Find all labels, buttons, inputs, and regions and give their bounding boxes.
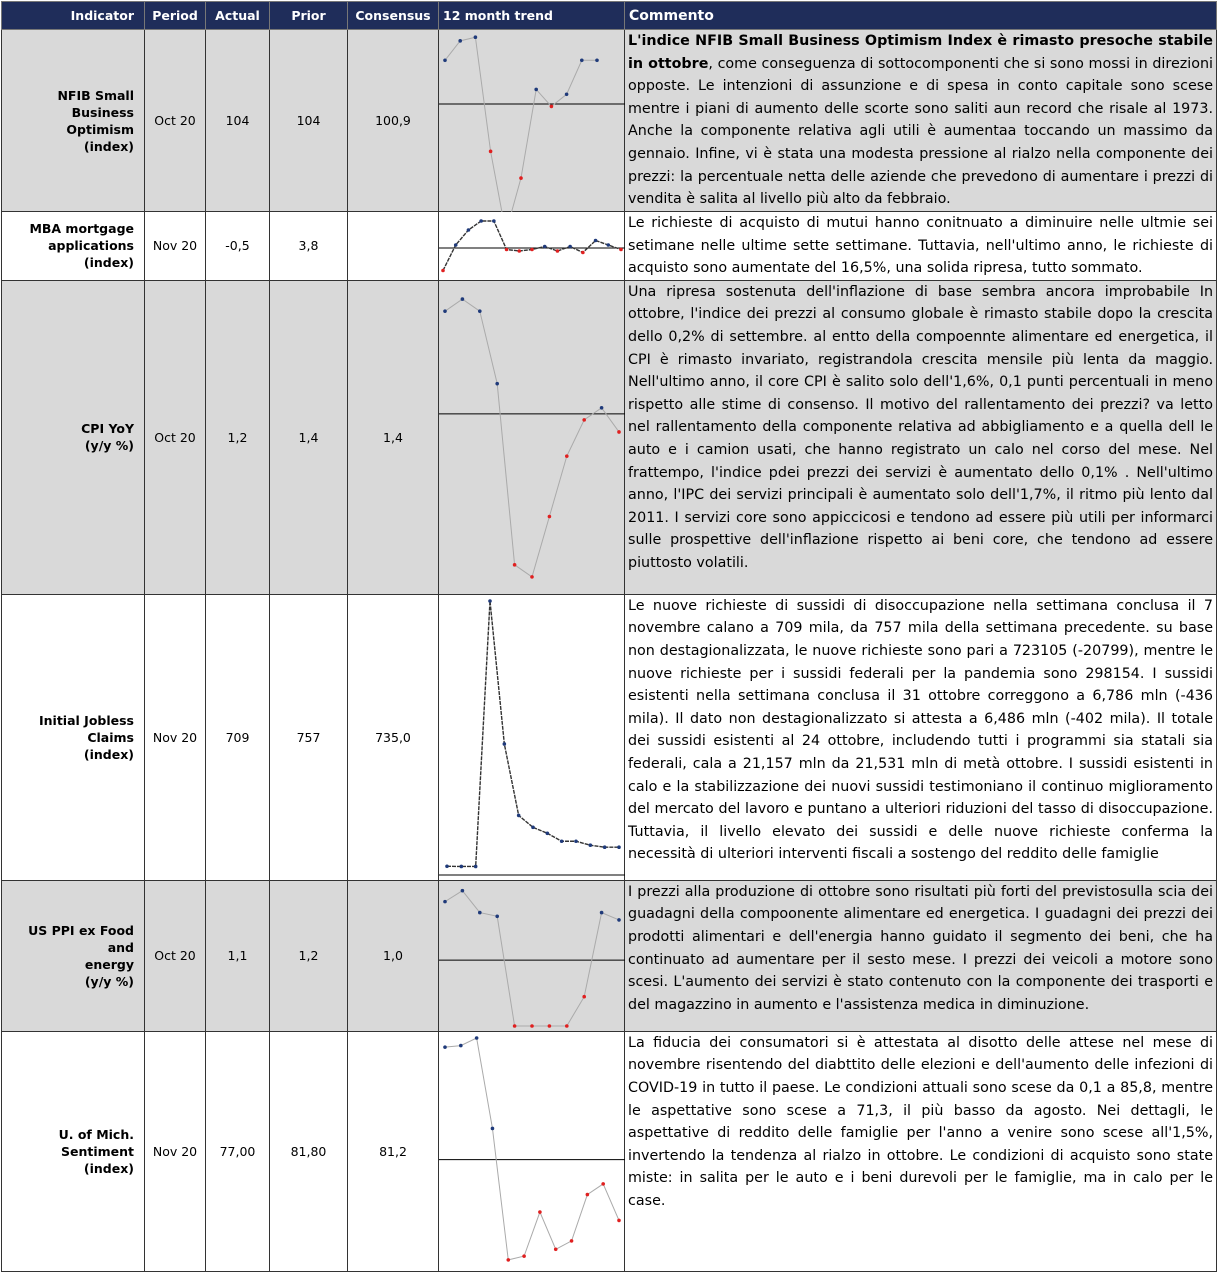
trend-point: [538, 1210, 542, 1214]
trend-point: [530, 1024, 534, 1028]
trend-point: [606, 243, 610, 247]
table-row: [2, 594, 1217, 880]
trend-point: [570, 1239, 574, 1243]
trend-point: [589, 843, 593, 847]
trend-point: [574, 839, 578, 843]
indicator-line: MBA mortgage: [29, 221, 134, 237]
trend-point: [582, 418, 586, 422]
trend-point: [543, 245, 547, 249]
trend-point: [550, 105, 554, 109]
table-row: [2, 1031, 1217, 1271]
period-cell: Oct 20: [145, 880, 206, 1031]
indicator-line: Optimism: [66, 121, 134, 137]
trend-point: [474, 864, 478, 868]
prior-cell: 1,4: [270, 280, 348, 594]
trend-cell: [439, 30, 625, 212]
trend-point: [565, 1024, 569, 1028]
trend-point: [565, 92, 569, 96]
header-indicator: Indicator: [2, 2, 145, 30]
trend-point: [441, 269, 445, 273]
trend-point: [619, 248, 623, 252]
period-cell: Oct 20: [145, 30, 206, 212]
trend-point: [595, 58, 599, 62]
indicator-line: US PPI ex Food and: [28, 922, 134, 955]
trend-point: [617, 430, 621, 434]
trend-cell: [439, 212, 625, 281]
table-row: [2, 880, 1217, 1031]
trend-point: [519, 176, 523, 180]
trend-point: [534, 88, 538, 92]
trend-point: [581, 251, 585, 255]
trend-point: [454, 243, 458, 247]
indicator-line: applications: [48, 238, 134, 254]
trend-point: [556, 249, 560, 253]
trend-point: [568, 245, 572, 249]
trend-point: [513, 1024, 517, 1028]
indicator-line: (y/y %): [84, 973, 134, 989]
trend-point: [492, 219, 496, 223]
trend-point: [460, 864, 464, 868]
comment-cell: [625, 594, 1217, 880]
trend-point: [530, 575, 534, 579]
indicator-line: (index): [83, 138, 134, 154]
trend-point: [491, 1126, 495, 1130]
table-row: [2, 30, 1217, 212]
indicator-line: CPI YoY: [81, 421, 134, 437]
indicator-line: NFIB Small Business: [57, 87, 134, 120]
trend-sparkline: [439, 212, 625, 278]
indicator-name: [2, 594, 145, 880]
comment-cell: [625, 880, 1217, 1031]
actual-cell: -0,5: [206, 212, 270, 281]
header-prior: Prior: [270, 2, 348, 30]
trend-point: [530, 248, 534, 252]
trend-point: [506, 1258, 510, 1262]
trend-point: [617, 845, 621, 849]
trend-point: [479, 219, 483, 223]
comment-bold: L'indice NFIB Small Business Optimism Index è rimasto presoche stabile in ottobre: [628, 33, 1213, 72]
trend-point: [443, 1045, 447, 1049]
comment-cell: [625, 280, 1217, 594]
comment-text: I prezzi alla produzione di ottobre sono risultati più forti del previstosulla scia dei guadagni della compoonente alimentare ed energetica. I guadagni dei prezzi dei prodotti alimentari e dell'energia hanno guidato il segmento dei beni, che ha continuato ad aumentare per il sesto mese. I prezzi dei veicoli a motore sono scesi. L'aumento dei servizi è stato contenuto con la componente dei trasporti e del magazzino in aumento e l'assistenza medica in diminuzione.: [628, 883, 1213, 1013]
economic-indicators-table: [1, 1, 1217, 1272]
table-row: [2, 280, 1217, 594]
prior-cell: 1,2: [270, 880, 348, 1031]
period-cell: Nov 20: [145, 594, 206, 880]
header-period: Period: [145, 2, 206, 30]
trend-point: [517, 249, 521, 253]
consensus-cell: 81,2: [348, 1031, 439, 1271]
trend-point: [495, 914, 499, 918]
trend-point: [458, 39, 462, 43]
header-actual: Actual: [206, 2, 270, 30]
indicator-line: (y/y %): [84, 438, 134, 454]
trend-point: [478, 911, 482, 915]
indicator-line: U. of Mich.: [58, 1126, 134, 1142]
trend-point: [600, 406, 604, 410]
trend-point: [582, 995, 586, 999]
indicator-name: [2, 280, 145, 594]
trend-point: [586, 1193, 590, 1197]
trend-point: [560, 839, 564, 843]
period-cell: Nov 20: [145, 212, 206, 281]
trend-line: [445, 299, 619, 577]
trend-point: [495, 382, 499, 386]
comment-text: Le richieste di acquisto di mutui hanno conitnuato a diminuire nelle ultmie sei setimane nelle ultime sette settimane. Tuttavia, nell'ultimo anno, le richieste di acquisto sono aumentate del 16,5%, una solida ripresa, tutto sommato.: [628, 215, 1213, 277]
consensus-cell: 100,9: [348, 30, 439, 212]
comment-cell: [625, 30, 1217, 212]
trend-cell: [439, 1031, 625, 1271]
trend-point: [546, 831, 550, 835]
indicator-line: Claims: [87, 729, 134, 745]
actual-cell: 709: [206, 594, 270, 880]
header-trend: 12 month trend: [439, 2, 625, 30]
trend-point: [443, 900, 447, 904]
trend-sparkline: [439, 281, 625, 595]
trend-point: [467, 228, 471, 232]
actual-cell: 77,00: [206, 1031, 270, 1271]
comment-text: , come conseguenza di sottocomponenti che si sono mossi in direzioni opposte. Le intenzioni di assunzione e di spesa in conto capitale sono scese mentre i piani di aumento delle scorte sono saliti aun record che risale al 1973. Anche la componente relativa agli utili è aumentaa toccando un massimo da gennaio. Infine, vi è stata una modesta pressione al rialzo nella componente dei prezzi: la percentuale netta delle aziende che prevedono di aumentare i prezzi di vendita è salita al livello più alto da febbraio.: [628, 55, 1213, 208]
trend-point: [594, 239, 598, 243]
actual-cell: 1,2: [206, 280, 270, 594]
indicator-line: energy: [84, 956, 134, 972]
indicator-name: [2, 30, 145, 212]
trend-point: [505, 248, 509, 252]
trend-point: [522, 1254, 526, 1258]
actual-cell: 1,1: [206, 880, 270, 1031]
header-comment: Commento: [625, 2, 1217, 30]
table-row: [2, 212, 1217, 281]
trend-point: [475, 1036, 479, 1040]
trend-sparkline: [439, 30, 625, 212]
comment-text: La fiducia dei consumatori si è attestata al disotto delle attese nel mese di novembre risentendo del diabttito delle elezioni e dell'aumento delle infezioni di COVID-19 in tutto il paese. Le condizioni attuali sono scese da 0,1 a 85,8, mentre le aspettative sono scese a 71,3, il più basso da agosto. Nei dettagli, le aspettative di reddito delle famiglie per l'anno a venire sono scese all'1,5%, invertendo la tendenza al rialzo in ottobre. Le condizioni di acquisto sono state miste: in salita per le auto e i beni durevoli per le famiglie, ma in calo per le case.: [628, 1034, 1213, 1209]
comment-cell: [625, 212, 1217, 281]
consensus-cell: 1,4: [348, 280, 439, 594]
trend-point: [459, 1044, 463, 1048]
period-cell: Oct 20: [145, 280, 206, 594]
prior-cell: 757: [270, 594, 348, 880]
trend-point: [478, 309, 482, 313]
indicator-name: [2, 1031, 145, 1271]
consensus-cell: [348, 212, 439, 281]
trend-point: [474, 35, 478, 39]
trend-point: [565, 454, 569, 458]
trend-point: [548, 1024, 552, 1028]
trend-point: [617, 1218, 621, 1222]
trend-point: [548, 515, 552, 519]
trend-point: [600, 911, 604, 915]
header-consensus: Consensus: [348, 2, 439, 30]
trend-point: [554, 1247, 558, 1251]
trend-point: [443, 309, 447, 313]
header-row: [2, 2, 1217, 30]
indicator-line: Initial Jobless: [39, 712, 134, 728]
trend-sparkline: [439, 595, 625, 881]
indicator-line: (index): [83, 255, 134, 271]
trend-point: [488, 599, 492, 603]
trend-cell: [439, 280, 625, 594]
comment-text: Le nuove richieste di sussidi di disoccupazione nella settimana conclusa il 7 novembre calano a 709 mila, da 757 mila della settimana precedente. su base non destagionalizzata, le nuove richieste sono pari a 723105 (-20799), mentre le nuove richieste per i sussidi federali per la pandemia sono 298154. I sussidi esistenti nella settimana conclusa il 31 ottobre correggono a 6,786 mln (-436 mila). Il dato non destagionalizzato si attesta a 6,486 mln (-402 mila). Il totale dei sussidi esistenti al 24 ottobre, includendo tutti i programmi sia statali sia federali, cala a 21,157 mln da 21,531 mln di metà ottobre. I sussidi esistenti in calo e la stabilizzazione dei nuovi sussidi testimoniano il continuo miglioramento del mercato del lavoro e puntano a ulteriori riduzioni del tasso di disoccupazione. Tuttavia, il livello elevato dei sussidi e delle nuove richieste conferma la necessità di ulteriori interventi fiscali a sostengo del reddito delle famiglie: [628, 597, 1213, 863]
trend-line: [445, 37, 597, 212]
trend-cell: [439, 594, 625, 880]
indicator-line: Sentiment: [60, 1143, 134, 1159]
trend-point: [461, 889, 465, 893]
trend-point: [601, 1182, 605, 1186]
trend-point: [617, 918, 621, 922]
prior-cell: 3,8: [270, 212, 348, 281]
trend-point: [580, 58, 584, 62]
trend-point: [603, 845, 607, 849]
prior-cell: 104: [270, 30, 348, 212]
trend-point: [513, 563, 517, 567]
trend-line: [445, 890, 619, 1025]
trend-point: [445, 864, 449, 868]
trend-sparkline: [439, 881, 625, 1032]
trend-line: [443, 221, 621, 271]
period-cell: Nov 20: [145, 1031, 206, 1271]
actual-cell: 104: [206, 30, 270, 212]
trend-line: [445, 1038, 619, 1260]
trend-point: [443, 58, 447, 62]
trend-sparkline: [439, 1032, 625, 1272]
trend-cell: [439, 880, 625, 1031]
indicator-name: [2, 880, 145, 1031]
consensus-cell: 735,0: [348, 594, 439, 880]
consensus-cell: 1,0: [348, 880, 439, 1031]
trend-point: [489, 150, 493, 154]
comment-text: Una ripresa sostenuta dell'inflazione di base sembra ancora improbabile In ottobre, l'indice dei prezzi al consumo globale è rimasto stabile dopo la crescita dello 0,2% di settembre. al entto della compoennte alimentare ed energetica, il CPI è rimasto invariato, registrandola crescita mensile più lenta da maggio. Nell'ultimo anno, il core CPI è salito solo dell'1,6%, 0,1 punti percentuali in meno rispetto alle stime di consenso. Il motivo del rallentamento dei prezzi? va letto nel rallentamento della componente relativa ad abbigliamento e a quella dell le auto e i camion usati, che hanno registrato un calo nel corso del mese. Nel frattempo, l'indice pdei prezzi dei servizi è aumentato dello 0,1% . Nell'ultimo anno, l'IPC dei servizi principali è aumentato solo dell'1,7%, il ritmo più lento dal 2011. I servizi core sono appiccicosi e tendono ad essere più utili per informarci sulle prospettive dell'inflazione rispetto ai beni core, che tendono ad essere piuttosto volatili.: [628, 283, 1213, 571]
comment-cell: [625, 1031, 1217, 1271]
trend-point: [517, 813, 521, 817]
indicator-line: (index): [83, 746, 134, 762]
trend-point: [503, 742, 507, 746]
trend-point: [461, 297, 465, 301]
indicator-name: [2, 212, 145, 281]
prior-cell: 81,80: [270, 1031, 348, 1271]
indicator-line: (index): [83, 1160, 134, 1176]
trend-point: [531, 825, 535, 829]
